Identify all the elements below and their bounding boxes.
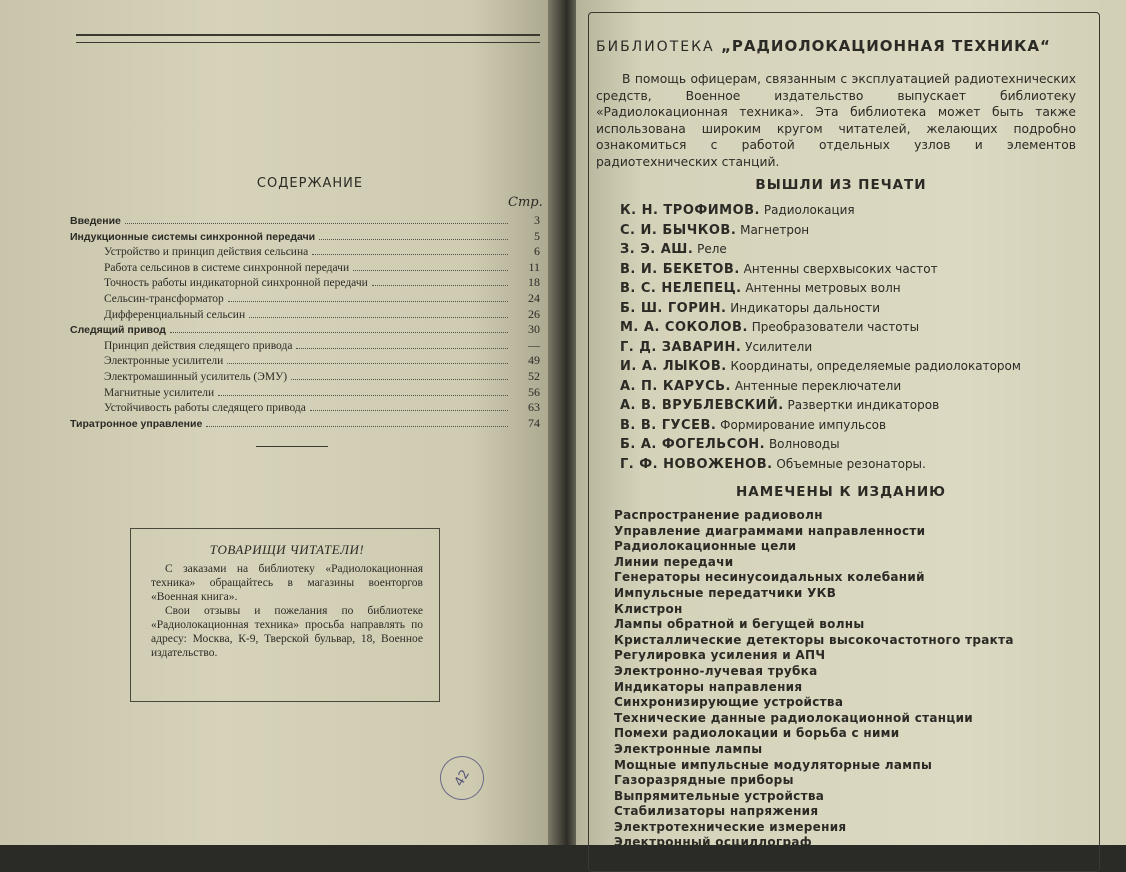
toc-entry-page: 49 (528, 353, 540, 368)
toc-entry-page: 26 (528, 306, 540, 321)
planned-item: Импульсные передатчики УКВ (614, 585, 837, 600)
toc-entry-page: 5 (534, 228, 540, 243)
planned-item: Распространение радиоволн (614, 508, 823, 522)
toc-entry-title: Электромашинный усилитель (ЭМУ) (104, 370, 288, 383)
published-title: Развертки индикаторов (787, 398, 940, 412)
published-title: Антенны сверхвысоких частот (743, 261, 938, 276)
published-author: В. И. БЕКЕТОВ. (620, 261, 740, 277)
planned-item: Электронный осциллограф (614, 835, 812, 850)
published-item (620, 455, 1090, 475)
published-author: Г. Ф. НОВОЖЕНОВ. (620, 456, 773, 472)
toc-entry-page: 52 (528, 368, 540, 383)
toc-entry-page: 63 (528, 400, 540, 415)
library-intro-paragraph: В помощь офицерам, связанным с эксплуатацией радиотехнических средств, Военное издательство выпускает библиотеку «Радиолокационная техника». Эта библиотека может быть также использована широким кругом читателей, желающих подробно ознакомиться с работой отдельных узлов и элементов радиотехнических станций. (596, 72, 1076, 169)
toc-title: СОДЕРЖАНИЕ (256, 176, 364, 191)
toc-entry (70, 338, 540, 354)
toc-entry-page: 11 (528, 259, 540, 274)
toc-entry-title: Тиратронное управление (70, 417, 203, 430)
toc-entry (70, 244, 540, 260)
published-author: Г. Д. ЗАВАРИН. (620, 339, 742, 355)
published-author: Б. А. ФОГЕЛЬСОН. (620, 437, 766, 452)
planned-item: Радиолокационные цели (614, 539, 797, 554)
published-title: Волноводы (768, 437, 840, 451)
header-double-rule (76, 34, 540, 43)
toc-leader-dots (206, 426, 508, 427)
planned-item: Выпрямительные устройства (614, 788, 825, 803)
toc-entry-title: Устройство и принцип действия сельсина (104, 246, 309, 259)
toc-entry-title: Принцип действия следящего привода (104, 339, 293, 352)
toc-leader-dots (249, 317, 508, 318)
published-title: Радиолокация (763, 203, 855, 217)
planned-item: Электронные лампы (614, 741, 763, 756)
planned-item: Электротехнические измерения (614, 819, 847, 834)
toc-entry (70, 400, 540, 416)
published-author: В. С. НЕЛЕПЕЦ. (620, 281, 742, 296)
published-item (620, 377, 1090, 397)
planned-item: Электронно-лучевая трубка (614, 663, 818, 678)
toc-entry-title: Индукционные системы синхронной передачи (70, 230, 316, 243)
published-title: Координаты, определяемые радиолокатором (730, 359, 1021, 373)
toc-entry-title: Работа сельсинов в системе синхронной передачи (104, 261, 350, 274)
toc-entry-title: Магнитные усилители (104, 386, 215, 399)
notice-paragraph-orders: С заказами на библиотеку «Радиолокационная техника» обращайтесь в магазины военторгов «Военная книга». (151, 563, 423, 603)
toc-entry-page: 56 (528, 384, 540, 399)
published-author: М. А. СОКОЛОВ. (620, 320, 748, 335)
notice-title: ТОВАРИЩИ ЧИТАТЕЛИ! (209, 542, 365, 557)
planned-item: Лампы обратной и бегущей волны (614, 617, 865, 632)
published-author: К. Н. ТРОФИМОВ. (620, 203, 760, 218)
left-page (0, 0, 556, 845)
notice-paragraph-feedback: Свои отзывы и пожелания по библиотеке «Радиолокационная техника» просьба направлять по адресу: Москва, К-9, Тверской бульвар, 18, Военное издательство. (151, 605, 423, 659)
published-title: Индикаторы дальности (730, 300, 881, 315)
table-of-contents (70, 213, 540, 431)
published-title: Реле (697, 242, 727, 256)
toc-leader-dots (218, 395, 508, 396)
planned-item: Генераторы несинусоидальных колебаний (614, 570, 925, 585)
planned-list (614, 508, 1094, 851)
toc-leader-dots (228, 301, 508, 302)
toc-entry-title: Устойчивость работы следящего привода (104, 402, 306, 415)
toc-entry-page: 3 (534, 213, 540, 227)
planned-item: Индикаторы направления (614, 679, 803, 694)
published-item (620, 299, 1090, 319)
published-author: С. И. БЫЧКОВ. (620, 222, 737, 238)
published-author: И. А. ЛЫКОВ. (620, 359, 727, 374)
toc-entry-page: — (528, 337, 540, 352)
published-item (620, 435, 1090, 455)
toc-entry (70, 369, 540, 385)
published-item (620, 338, 1090, 358)
planned-item: Технические данные радиолокационной станции (614, 710, 973, 725)
toc-entry-title: Сельсин-трансформатор (104, 292, 224, 305)
toc-entry (70, 353, 540, 369)
published-title: Объемные резонаторы. (776, 456, 926, 471)
published-author: А. В. ВРУБЛЕВСКИЙ. (620, 398, 784, 413)
toc-entry-page: 30 (528, 322, 540, 337)
toc-leader-dots (296, 348, 508, 349)
published-item (620, 221, 1090, 241)
library-title-prefix: БИБЛИОТЕКА (596, 39, 715, 55)
published-heading: ВЫШЛИ ИЗ ПЕЧАТИ (755, 177, 927, 193)
toc-leader-dots (372, 285, 508, 286)
published-title: Преобразователи частоты (751, 320, 920, 334)
toc-entry (70, 213, 540, 229)
published-item (620, 396, 1090, 416)
published-item (620, 201, 1090, 221)
library-stamp: 42 (432, 748, 492, 808)
published-item (620, 416, 1090, 436)
toc-entry (70, 275, 540, 291)
planned-heading: НАМЕЧЕНЫ К ИЗДАНИЮ (735, 484, 947, 500)
toc-entry-title: Следящий привод (70, 324, 166, 337)
toc-entry-title: Введение (70, 215, 121, 227)
library-title (596, 37, 1096, 55)
toc-entry (70, 416, 540, 432)
toc-entry-title: Электронные усилители (104, 355, 224, 368)
toc-leader-dots (170, 332, 508, 333)
planned-item: Линии передачи (614, 554, 734, 569)
toc-entry-page: 18 (528, 275, 540, 290)
published-list (620, 201, 1090, 474)
published-author: З. Э. АШ. (620, 242, 694, 257)
toc-entry-page: 24 (528, 290, 540, 305)
planned-item: Помехи радиолокации и борьба с ними (614, 726, 900, 741)
planned-item: Стабилизаторы напряжения (614, 804, 819, 819)
toc-entry (70, 385, 540, 401)
toc-entry (70, 229, 540, 245)
published-item (620, 357, 1090, 377)
toc-entry (70, 307, 540, 323)
published-item (620, 240, 1090, 260)
toc-entry (70, 291, 540, 307)
published-item (620, 279, 1090, 299)
toc-entry (70, 260, 540, 276)
planned-item: Регулировка усиления и АПЧ (614, 648, 826, 663)
toc-entry-page: 74 (528, 415, 540, 430)
planned-item: Газоразрядные приборы (614, 773, 794, 788)
published-title: Формирование импульсов (720, 417, 887, 432)
published-title: Антенные переключатели (734, 378, 902, 393)
toc-leader-dots (291, 379, 508, 380)
planned-item: Мощные импульсные модуляторные лампы (614, 757, 933, 772)
toc-page-column-heading: Стр. (508, 195, 543, 210)
planned-item: Синхронизирующие устройства (614, 695, 844, 710)
planned-item: Кристаллические детекторы высокочастотного тракта (614, 632, 1014, 647)
published-author: В. В. ГУСЕВ. (620, 417, 717, 433)
published-title: Магнетрон (740, 222, 810, 237)
published-author: А. П. КАРУСЬ. (620, 378, 731, 394)
published-title: Антенны метровых волн (745, 281, 901, 295)
readers-notice-box (130, 528, 440, 702)
toc-leader-dots (125, 223, 508, 224)
published-title: Усилители (745, 339, 813, 354)
published-item (620, 318, 1090, 338)
toc-leader-dots (312, 254, 508, 255)
planned-item: Управление диаграммами направленности (614, 523, 926, 538)
published-author: Б. Ш. ГОРИН. (620, 300, 727, 316)
toc-leader-dots (353, 270, 508, 271)
toc-leader-dots (227, 363, 508, 364)
section-divider (256, 446, 328, 447)
toc-entry-title: Дифференциальный сельсин (104, 308, 246, 321)
toc-entry (70, 322, 540, 338)
toc-leader-dots (319, 239, 508, 240)
toc-leader-dots (310, 410, 508, 411)
planned-item: Клистрон (614, 601, 683, 616)
published-item (620, 260, 1090, 280)
toc-entry-title: Точность работы индикаторной синхронной передачи (104, 277, 368, 290)
library-title-name: „РАДИОЛОКАЦИОННАЯ ТЕХНИКА“ (721, 37, 1051, 55)
toc-entry-page: 6 (534, 244, 540, 259)
